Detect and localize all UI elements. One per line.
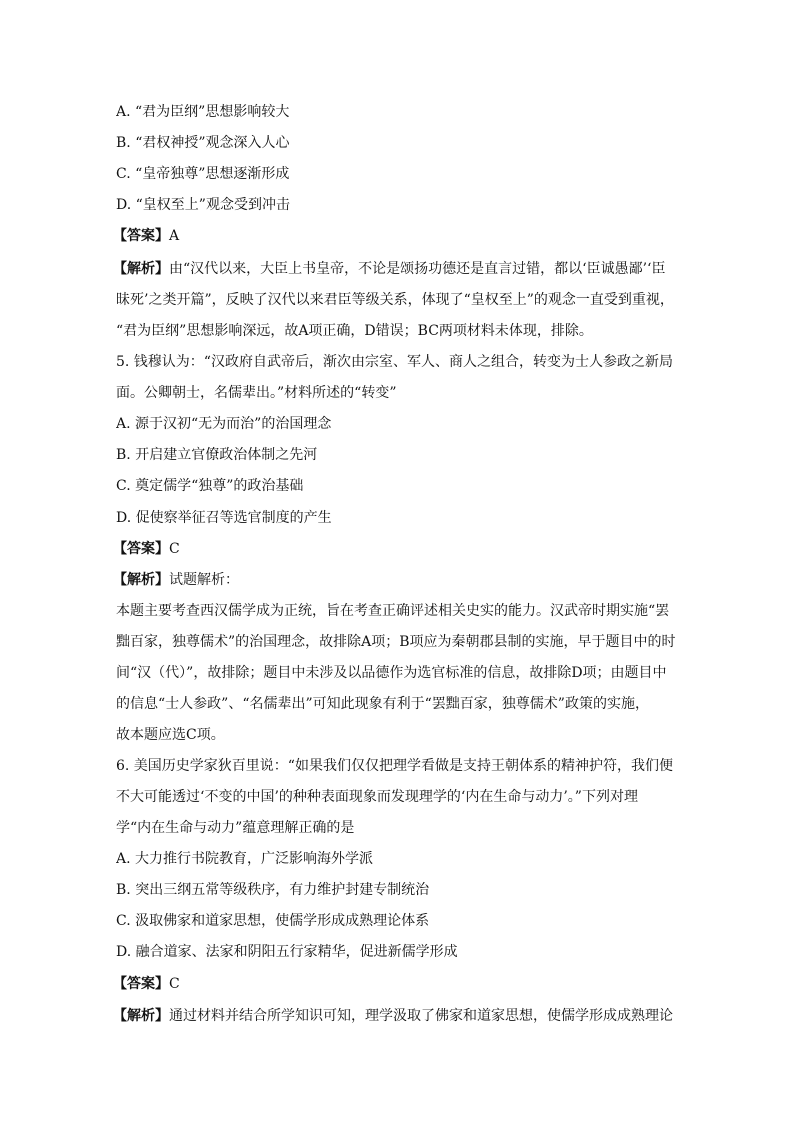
- analysis-text: 试题解析：: [169, 572, 239, 588]
- analysis-text: 通过材料并结合所学知识可知，理学汲取了佛家和道家思想，使儒学形成成熟理论: [169, 1008, 673, 1024]
- q4-analysis-line-1: [113, 259, 683, 279]
- answer-value: A: [169, 228, 180, 244]
- q5-option-c: C. 奠定儒学“独尊”的政治基础: [116, 478, 304, 494]
- q4-option-b: B. “君权神授”观念深入人心: [116, 135, 290, 151]
- q5-option-a: A. 源于汉初“无为而治”的治国理念: [116, 416, 332, 432]
- q6-stem-line-1: 6. 美国历史学家狄百里说：“如果我们仅仅把理学看做是支持王朝体系的精神护符，我们便: [116, 758, 673, 774]
- q5-analysis-line-1: 本题主要考查西汉儒学成为正统，旨在考查正确评述相关史实的能力。汉武帝时期实施“罢: [116, 603, 670, 619]
- analysis-tag: 【解析】: [113, 261, 169, 277]
- q6-option-a: A. 大力推行书院教育，广泛影响海外学派: [116, 851, 374, 867]
- q5-stem-line-2: 面。公卿朝士，名儒辈出。”材料所述的“转变”: [116, 385, 397, 401]
- q4-answer: [113, 226, 683, 246]
- q5-analysis-line-3: 间“汉（代）”，故排除；题目中未涉及以品德作为选官标准的信息，故排除D项；由题目中: [116, 665, 667, 681]
- q6-option-c: C. 汲取佛家和道家思想，使儒学形成成熟理论体系: [116, 913, 430, 929]
- analysis-text: 由“汉代以来，大臣上书皇帝，不论是颂扬功德还是直言过错，都以‘臣诚愚鄙’‘臣: [169, 261, 666, 277]
- answer-tag: 【答案】: [113, 976, 169, 992]
- q6-option-b: B. 突出三纲五常等级秩序，有力维护封建专制统治: [116, 882, 430, 898]
- q6-stem-line-2: 不大可能透过‘不变的中国’的种种表面现象而发现理学的‘内在生命与动力’。”下列对理: [116, 789, 638, 805]
- q5-analysis-line-4: 的信息“士人参政”、“名儒辈出”可知此现象有利于“罢黜百家，独尊儒术”政策的实施，: [116, 696, 649, 712]
- q6-analysis-line-1: [113, 1006, 683, 1026]
- q4-option-a: A. “君为臣纲”思想影响较大: [116, 104, 290, 120]
- answer-tag: 【答案】: [113, 541, 169, 557]
- q4-option-d: D. “皇权至上”观念受到冲击: [116, 197, 290, 213]
- q6-stem-line-3: 学“内在生命与动力”蕴意理解正确的是: [116, 820, 355, 836]
- q5-analysis-line-5: 故本题应选C项。: [116, 727, 225, 743]
- q4-option-c: C. “皇帝独尊”思想逐渐形成: [116, 166, 290, 182]
- analysis-tag: 【解析】: [113, 572, 169, 588]
- q5-analysis-head: [113, 570, 683, 590]
- q5-option-d: D. 促使察举征召等选官制度的产生: [116, 510, 332, 526]
- answer-value: C: [169, 976, 180, 992]
- q4-analysis-line-3: “君为臣纲”思想影响深远，故A项正确，D错误；BC两项材料未体现，排除。: [116, 323, 593, 339]
- answer-tag: 【答案】: [113, 228, 169, 244]
- q5-answer: [113, 539, 683, 559]
- q5-option-b: B. 开启建立官僚政治体制之先河: [116, 447, 318, 463]
- q5-stem-line-1: 5. 钱穆认为：“汉政府自武帝后，渐次由宗室、军人、商人之组合，转变为士人参政之新局: [116, 354, 673, 370]
- analysis-tag: 【解析】: [113, 1008, 169, 1024]
- q6-answer: [113, 974, 683, 994]
- q4-analysis-line-2: 昧死’之类开篇”，反映了汉代以来君臣等级关系，体现了“皇权至上”的观念一直受到重视，: [116, 292, 674, 308]
- q6-option-d: D. 融合道家、法家和阴阳五行家精华，促进新儒学形成: [116, 944, 458, 960]
- q5-analysis-line-2: 黜百家，独尊儒术”的治国理念，故排除A项；B项应为秦朝郡县制的实施，早于题目中的时: [116, 634, 676, 650]
- answer-value: C: [169, 541, 180, 557]
